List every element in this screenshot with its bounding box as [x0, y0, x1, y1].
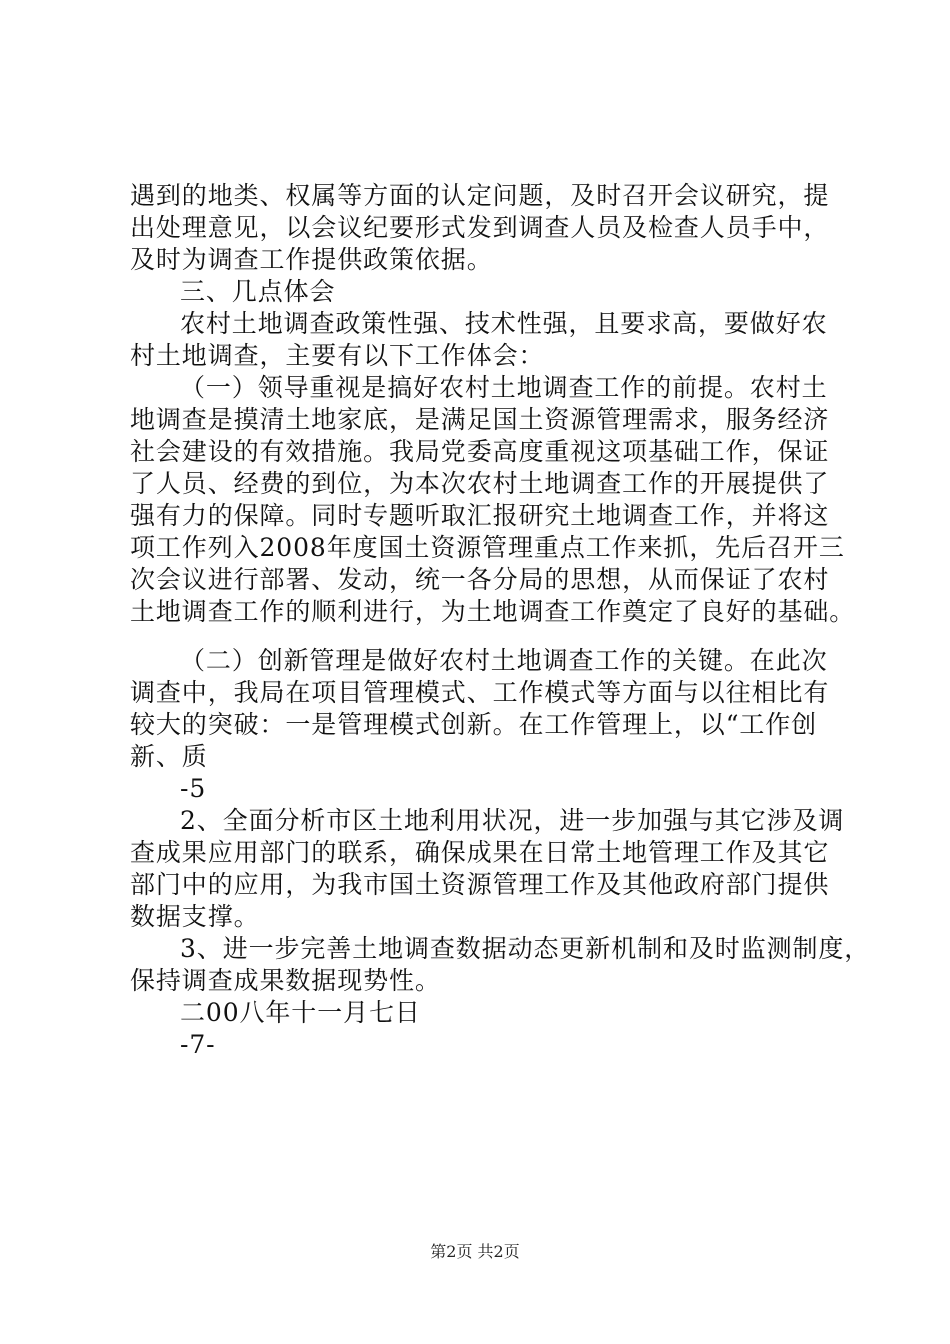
text-line: 土地调查工作的顺利进行，为土地调查工作奠定了良好的基础。 [130, 597, 856, 626]
text-line: 出处理意见，以会议纪要形式发到调查人员及检查人员手中， [130, 213, 830, 242]
page-marker: -5 [180, 774, 207, 803]
text-line: 项工作列入2008年度国土资源管理重点工作来抓，先后召开三 [130, 533, 845, 562]
text-line: 部门中的应用，为我市国土资源管理工作及其他政府部门提供 [130, 870, 830, 899]
text-line: 次会议进行部署、发动，统一各分局的思想，从而保证了农村 [130, 565, 830, 594]
text-line: 农村土地调查政策性强、技术性强，且要求高，要做好农 [180, 309, 828, 338]
text-line: 保持调查成果数据现势性。 [130, 966, 441, 995]
text-line: 3、进一步完善土地调查数据动态更新机制和及时监测制度， [180, 934, 871, 963]
section-heading: 三、几点体会 [180, 277, 336, 306]
text-line: 村土地调查，主要有以下工作体会： [130, 341, 545, 370]
text-line: 数据支撑。 [130, 902, 260, 931]
text-line: 社会建设的有效措施。我局党委高度重视这项基础工作，保证 [130, 437, 830, 466]
page-marker: -7- [180, 1030, 216, 1059]
text-line: 遇到的地类、权属等方面的认定问题，及时召开会议研究，提 [130, 181, 830, 210]
page-footer: 第2页 共2页 [430, 1242, 520, 1261]
text-line: 调查中，我局在项目管理模式、工作模式等方面与以往相比有 [130, 678, 830, 707]
date-line: 二00八年十一月七日 [180, 998, 421, 1027]
text-line: 及时为调查工作提供政策依据。 [130, 245, 493, 274]
text-line: （二）创新管理是做好农村土地调查工作的关键。在此次 [180, 646, 828, 675]
text-line: 强有力的保障。同时专题听取汇报研究土地调查工作，并将这 [130, 501, 830, 530]
text-line: 2、全面分析市区土地利用状况，进一步加强与其它涉及调 [180, 806, 845, 835]
text-line: 新、质 [130, 742, 208, 771]
text-line: 地调查是摸清土地家底，是满足国土资源管理需求，服务经济 [130, 405, 830, 434]
text-line: （一）领导重视是搞好农村土地调查工作的前提。农村土 [180, 373, 828, 402]
text-line: 了人员、经费的到位，为本次农村土地调查工作的开展提供了 [130, 469, 830, 498]
text-line: 较大的突破：一是管理模式创新。在工作管理上，以“工作创 [130, 710, 818, 739]
text-line: 查成果应用部门的联系，确保成果在日常土地管理工作及其它 [130, 838, 830, 867]
